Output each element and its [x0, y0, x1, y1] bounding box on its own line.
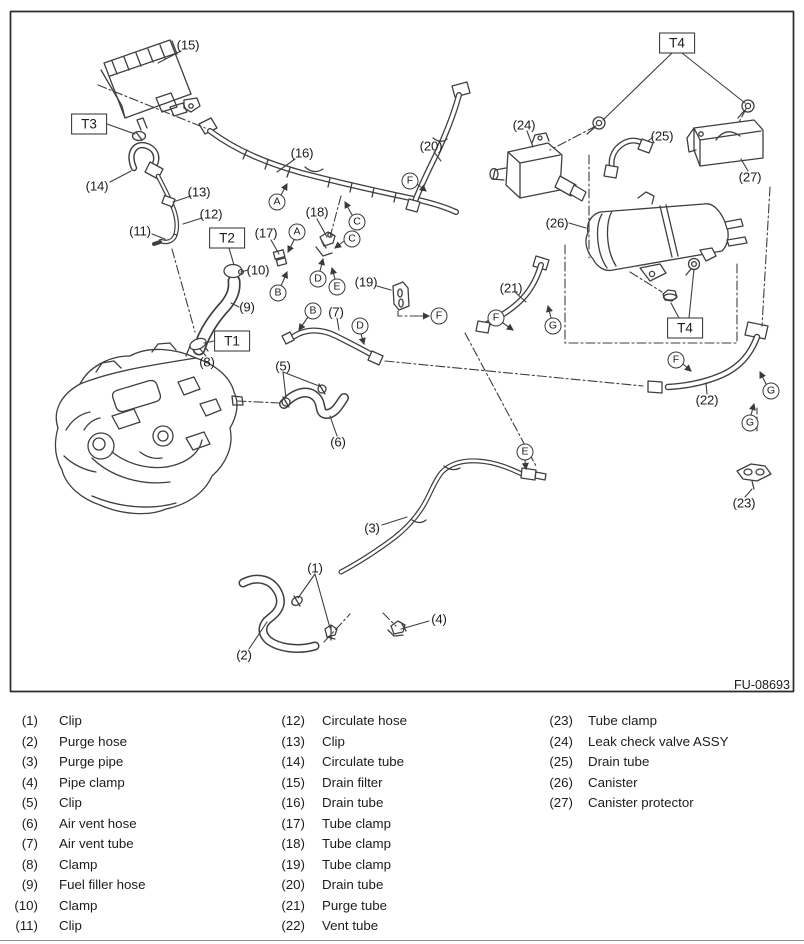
air-vent-hose-art — [282, 384, 344, 414]
legend-item-number: (14) — [281, 754, 305, 770]
legend-item-number: (1) — [21, 713, 38, 728]
drain-tube20-art — [406, 82, 470, 212]
part-callout-3: (3) — [364, 520, 380, 536]
legend-item-8 — [8, 855, 145, 876]
part-callout-11: (11) — [129, 223, 151, 239]
reference-arrows — [281, 184, 766, 469]
legend-column-2 — [275, 711, 407, 937]
legend-item-label: Tube clamp — [588, 713, 657, 728]
legend-item-number: (24) — [549, 733, 573, 749]
legend-item-22 — [275, 916, 407, 937]
ref-circle-A: A — [269, 194, 286, 211]
legend-item-number: (2) — [21, 733, 38, 749]
legend-item-label: Clip — [322, 733, 345, 749]
legend-item-17 — [275, 814, 407, 835]
torque-box-T3: T3 — [71, 114, 107, 135]
legend-item-23 — [543, 711, 728, 732]
t4-nut-lower-art — [663, 290, 677, 301]
ref-circle-G: G — [545, 318, 562, 335]
legend-item-number: (21) — [281, 897, 305, 913]
vent-tube-art — [648, 322, 768, 393]
legend-item-number: (19) — [281, 856, 305, 872]
legend-item-14 — [275, 752, 407, 773]
legend-item-number: (8) — [21, 856, 38, 872]
legend-item-label: Fuel filler hose — [59, 877, 146, 893]
legend-item-label: Circulate tube — [322, 754, 405, 770]
legend-item-10 — [8, 896, 145, 917]
legend-item-label: Purge tube — [322, 897, 388, 913]
legend-item-11 — [8, 916, 145, 937]
part-callout-18: (18) — [305, 204, 329, 220]
legend-item-label: Pipe clamp — [59, 774, 125, 790]
legend-item-label: Vent tube — [322, 918, 379, 934]
legend-item-number: (9) — [21, 877, 38, 893]
ref-circle-F: F — [402, 173, 419, 190]
legend-column-1 — [8, 711, 145, 937]
legend-item-number: (13) — [281, 733, 305, 749]
legend-item-number: (18) — [281, 836, 305, 852]
legend-item-25 — [543, 752, 728, 773]
legend-item-number: (6) — [21, 815, 38, 831]
part-callout-27: (27) — [738, 169, 762, 185]
part-callout-6: (6) — [330, 434, 346, 450]
legend-item-label: Tube clamp — [322, 815, 391, 831]
part-callout-13: (13) — [187, 184, 211, 200]
legend-item-label: Clip — [59, 918, 82, 934]
figure-code: FU-08693 — [733, 678, 790, 692]
part-callout-16: (16) — [290, 145, 314, 161]
ref-circle-B: B — [305, 303, 322, 320]
part-callout-17: (17) — [254, 225, 278, 241]
legend-item-number: (22) — [281, 918, 305, 934]
legend-column-3 — [543, 711, 728, 814]
legend-item-number: (11) — [15, 918, 38, 934]
part-callout-7: (7) — [328, 304, 344, 320]
legend-item-16 — [275, 793, 407, 814]
legend-item-label: Air vent hose — [59, 815, 137, 831]
part-callout-20: (20) — [419, 138, 443, 154]
part-callout-25: (25) — [650, 128, 674, 144]
legend-item-1 — [8, 711, 145, 732]
ref-circle-E: E — [329, 279, 346, 296]
tube-clamp17-art — [273, 250, 286, 266]
legend-item-number: (26) — [549, 774, 573, 790]
legend-item-number: (5) — [21, 795, 38, 811]
part-callout-1: (1) — [307, 560, 323, 576]
drain-tube25-art — [604, 139, 653, 178]
construction-lines — [98, 85, 770, 642]
legend-item-label: Canister — [588, 774, 638, 790]
circulate-tube-art — [132, 145, 177, 244]
torque-box-T4: T4 — [667, 318, 703, 339]
part-callout-14: (14) — [85, 178, 109, 194]
fuel-filler-hose-art — [188, 265, 243, 352]
legend-item-label: Drain tube — [588, 754, 650, 770]
part-callout-19: (19) — [354, 274, 378, 290]
fuel-tank-art — [55, 343, 243, 514]
legend-item-label: Leak check valve ASSY — [588, 733, 729, 749]
legend-item-21 — [275, 896, 407, 917]
part-callout-23: (23) — [732, 495, 756, 511]
legend-item-19 — [275, 855, 407, 876]
part-callout-4: (4) — [431, 611, 447, 627]
ref-circle-F: F — [488, 310, 505, 327]
ref-circle-G: G — [763, 383, 780, 400]
diagram-border — [11, 12, 794, 692]
legend-item-13 — [275, 732, 407, 753]
legend-item-number: (27) — [549, 795, 573, 811]
clip1a-art — [290, 595, 304, 607]
legend-item-number: (4) — [21, 774, 38, 790]
legend-item-label: Circulate hose — [322, 713, 407, 728]
ref-circle-D: D — [310, 271, 327, 288]
legend-item-label: Clip — [59, 713, 82, 728]
ref-circle-F: F — [431, 308, 448, 325]
part-callout-8: (8) — [199, 354, 215, 370]
legend-item-20 — [275, 875, 407, 896]
legend-item-label: Tube clamp — [322, 856, 391, 872]
ref-circle-G: G — [742, 415, 759, 432]
legend-item-label: Purge pipe — [59, 754, 124, 770]
part-callout-26: (26) — [545, 215, 569, 231]
ref-circle-A: A — [289, 224, 306, 241]
legend-item-6 — [8, 814, 145, 835]
legend-item-5 — [8, 793, 145, 814]
legend-item-number: (3) — [21, 754, 38, 770]
t4-bolt-lower-art — [686, 259, 700, 276]
legend-item-label: Drain tube — [322, 795, 384, 811]
legend-item-label: Canister protector — [588, 795, 694, 811]
ref-circle-C: C — [349, 214, 366, 231]
part-callout-12: (12) — [199, 206, 223, 222]
legend-item-label: Air vent tube — [59, 836, 134, 852]
legend-item-number: (15) — [281, 774, 305, 790]
legend-item-number: (23) — [549, 713, 573, 728]
legend-item-label: Drain tube — [322, 877, 384, 893]
legend-item-number: (7) — [21, 836, 38, 852]
part-callout-21: (21) — [499, 280, 523, 296]
t3-bolt-art — [133, 118, 148, 141]
legend-item-3 — [8, 752, 145, 773]
part-callout-5: (5) — [275, 358, 291, 374]
legend-item-number: (10) — [14, 897, 38, 913]
legend-item-number: (12) — [281, 713, 305, 728]
legend-item-label: Clamp — [59, 897, 98, 913]
ref-circle-C: C — [344, 231, 361, 248]
ref-circle-E: E — [517, 444, 534, 461]
tube-clamp23-art — [737, 464, 771, 489]
legend-item-2 — [8, 732, 145, 753]
part-callout-15: (15) — [176, 37, 200, 53]
ref-circle-D: D — [352, 318, 369, 335]
legend-item-27 — [543, 793, 728, 814]
torque-box-T2: T2 — [209, 228, 245, 249]
legend-item-number: (16) — [281, 795, 305, 811]
torque-box-T4: T4 — [659, 33, 695, 54]
legend-item-18 — [275, 834, 407, 855]
legend-item-label: Clamp — [59, 856, 98, 872]
legend-item-number: (20) — [281, 877, 305, 893]
legend-item-15 — [275, 773, 407, 794]
part-callout-22: (22) — [695, 392, 719, 408]
part-callout-24: (24) — [512, 117, 536, 133]
purge-tube-art — [476, 256, 549, 333]
legend-item-12 — [275, 711, 407, 732]
legend-item-label: Tube clamp — [322, 836, 391, 852]
legend-item-label: Drain filter — [322, 774, 383, 790]
legend-item-number: (25) — [549, 754, 573, 770]
air-vent-tube-art — [282, 331, 383, 366]
part-callout-9: (9) — [239, 299, 255, 315]
purge-pipe-art — [341, 461, 546, 572]
tube-clamp18-art — [316, 232, 335, 256]
torque-box-T1: T1 — [214, 331, 250, 352]
ref-circle-B: B — [270, 285, 287, 302]
legend-item-4 — [8, 773, 145, 794]
clip1b-art — [325, 625, 337, 640]
ref-circle-F: F — [668, 352, 685, 369]
part-callout-2: (2) — [236, 647, 252, 663]
legend-item-number: (17) — [281, 815, 305, 831]
legend-item-9 — [8, 875, 145, 896]
leak-check-valve-art — [490, 133, 586, 201]
canister-art — [586, 192, 747, 281]
legend-item-26 — [543, 773, 728, 794]
legend-item-24 — [543, 732, 728, 753]
page-bottom-rule — [0, 940, 804, 941]
tube-clamp19-art — [393, 282, 409, 310]
legend-item-7 — [8, 834, 145, 855]
legend-item-label: Purge hose — [59, 733, 128, 749]
legend-item-label: Clip — [59, 795, 82, 811]
part-callout-10: (10) — [246, 262, 270, 278]
canister-protector-art — [687, 120, 763, 166]
